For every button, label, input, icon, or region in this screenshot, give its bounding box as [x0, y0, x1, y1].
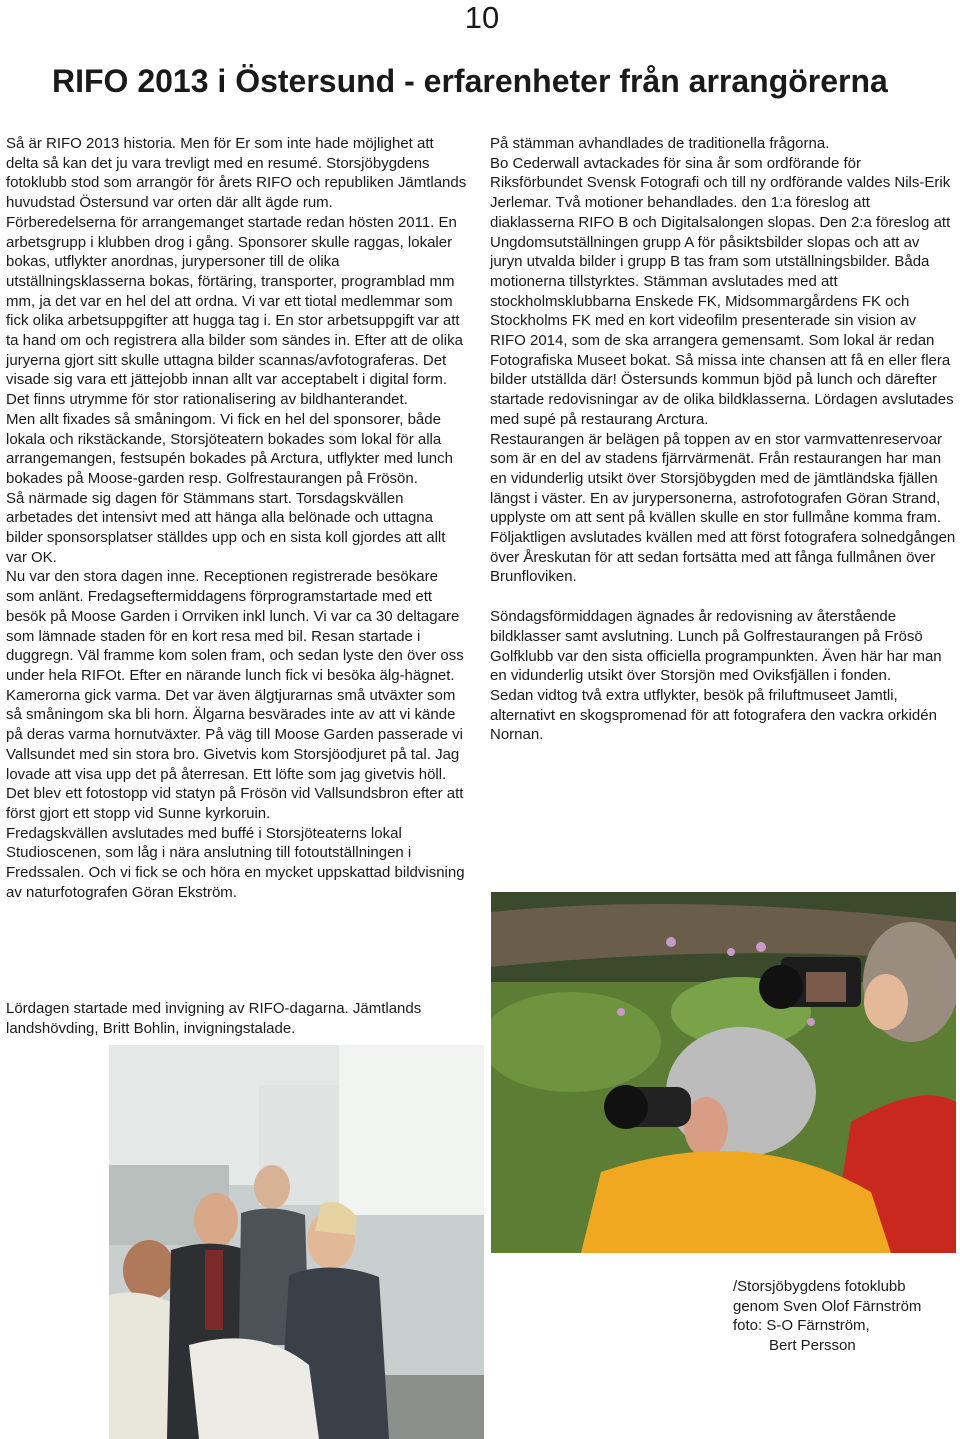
- right-column: [490, 134, 956, 745]
- right-paragraph: Restaurangen är belägen på toppen av en stor varmvattenreservoar som är en del av stadens fjärrvärmenät. Från restaurangen har man en vidunderlig utsikt över Storsjöbygden med de jämtländska fjällen längst i väster. En av jurypersonerna, astrofotografen Göran Strand, upplyste om att sent på kvällen skulle en stor fullmåne komma fram. Följaktligen avslutades kvällen med att först fotografera solnedgången över Åreskutan för att sedan fortsätta med att fånga fullmånen över Brunfloviken.: [490, 430, 956, 586]
- photo-credit: [733, 1277, 953, 1355]
- left-paragraph: Men allt fixades så småningom. Vi fick en hel del sponsorer, både lokala och rikstäckande, Storsjöteatern bokades som lokal för alla arrangemangen, festsupén bokades på Arctura, utflykter med lunch bokades på Moose-garden resp. Golfrestaurangen på Frösön.: [6, 410, 453, 487]
- right-paragraph: Söndagsförmiddagen ägnades år redovisning av återstående bildklasser samt avslutning. Lunch på Golfrestaurangen på Frösö Golfklubb var den sista officiella programpunkten. Även här har man en vidunderlig utsikt över Storsjön med Oviksfjällen i fonden.: [490, 608, 942, 685]
- photographers-photo: [491, 892, 956, 1253]
- left-paragraph: Förberedelserna för arrangemanget startade redan hösten 2011. En arbetsgrupp i klubben drog i gång. Sponsorer skulle raggas, lokaler bokas, utflykter anordnas, jurypersoner till de olika utställningsklasserna bokas, förtäring, transporter, programblad mm mm, ja det var en hel del att ordna. Vi var ett tiotal medlemmar som fick olika arbetsuppgifter att hugga tag i. En stor arbetsuppgift var att ta hand om och registrera alla bilder som sändes in. Efter att de olika juryerna gjort sitt skulle uttagna bilder scannas/avfotograferas. Det visade sig vara ett jättejobb innan allt var acceptabelt i digital form. Det finns utrymme för stor rationalisering av bildhanterandet.: [6, 213, 463, 409]
- right-paragraph: På stämman avhandlades de traditionella frågorna.: [490, 135, 830, 152]
- page-title: RIFO 2013 i Östersund - erfarenheter från arrangörerna: [52, 63, 888, 99]
- left-paragraph: Fredagskvällen avslutades med buffé i Storsjöteaterns lokal Studioscenen, som låg i nära anslutning till fotoutställningen i Fredssalen. Och vi fick se och höra en mycket uppskattad bildvisning av naturfotografen Göran Ekström.: [6, 824, 465, 901]
- left-paragraph: Så närmade sig dagen för Stämmans start. Torsdagskvällen arbetades det intensivt med att hänga alla belönade och uttagna bilder sponsorsplatser ställdes upp och en sista koll gjordes att allt var OK.: [6, 489, 446, 566]
- credit-photographer: foto: S-O Färnström,: [733, 1317, 870, 1334]
- right-paragraph: Sedan vidtog två extra utflykter, besök på friluftmuseet Jamtli, alternativt en skogspromenad för att fotografera den vackra orkidén Nornan.: [490, 686, 937, 744]
- right-paragraph: Bo Cederwall avtackades för sina år som ordförande för Riksförbundet Svensk Fotografi och till ny ordförande valdes Nils-Erik Jerlemar. Två motioner behandlades. den 1:a föreslog att diaklasserna RIFO B och Digitalsalongen slopas. Den 2:a föreslog att Ungdomsutställningen grupp A för påsiktsbilder slopas och att av juryn utvalda bilder i grupp B tas fram som utställningsbilder. Båda motionerna tillstyrktes. Stämman avslutades med att stockholmsklubbarna Enskede FK, Midsommargårdens FK och Stockholms FK med en kort videofilm presenterade sin vision av RIFO 2014, som de ska arrangera gemensamt. Som lokal är redan Fotografiska Museet bokat. Så missa inte chansen att få en eller flera bilder utställda där! Östersunds kommun bjöd på lunch och därefter startade redovisningar av de olika bildklasserna. Lördagen avslutades med supé på restaurang Arctura.: [490, 154, 954, 428]
- credit-author: genom Sven Olof Färnström: [733, 1297, 922, 1315]
- credit-club: /Storsjöbygdens fotoklubb: [733, 1278, 906, 1295]
- left-closing-paragraph: [6, 999, 469, 1038]
- left-column: [6, 134, 469, 902]
- left-paragraph: Lördagen startade med invigning av RIFO-dagarna. Jämtlands landshövding, Britt Bohlin, invigningstalade.: [6, 1000, 422, 1037]
- left-paragraph: Nu var den stora dagen inne. Receptionen registrerade besökare som anlänt. Fredagseftermiddagens förprogramstartade med ett besök på Moose Garden i Orrviken inkl lunch. Vi var ca 30 deltagare som lämnade staden för en kort resa med bil. Resan startade i duggregn. Väl framme kom solen fram, och sedan lyste den över oss under hela RIFOt. Efter en närande lunch fick vi besöka älg-hägnet. Kamerorna gick varma. Det var även älgtjurarnas små utväxter som så småningom ska bli horn. Älgarna besvärades inte av att vi kände på deras varma hornutväxter. På väg till Moose Garden passerade vi Vallsundet med sin stora bro. Givetvis kom Storsjöodjuret på tal. Jag lovade att visa upp det på återresan. Ett löfte som jag givetvis höll. Det blev ett fotostopp vid statyn på Frösön vid Vallsundsbron efter att först gjort ett stopp vid Sunne kyrkoruin.: [6, 568, 464, 822]
- credit-photographer-2: Bert Persson: [769, 1336, 856, 1354]
- left-paragraph: Så är RIFO 2013 historia. Men för Er som inte hade möjlighet att delta så kan det ju vara trevligt med en resumé. Storsjöbygdens fotoklubb stod som arrangör för årets RIFO och republiken Jämtlands huvudstad Östersund var orten där allt ägde rum.: [6, 135, 467, 212]
- page-number: 10: [464, 0, 500, 35]
- inauguration-photo: [109, 1045, 484, 1439]
